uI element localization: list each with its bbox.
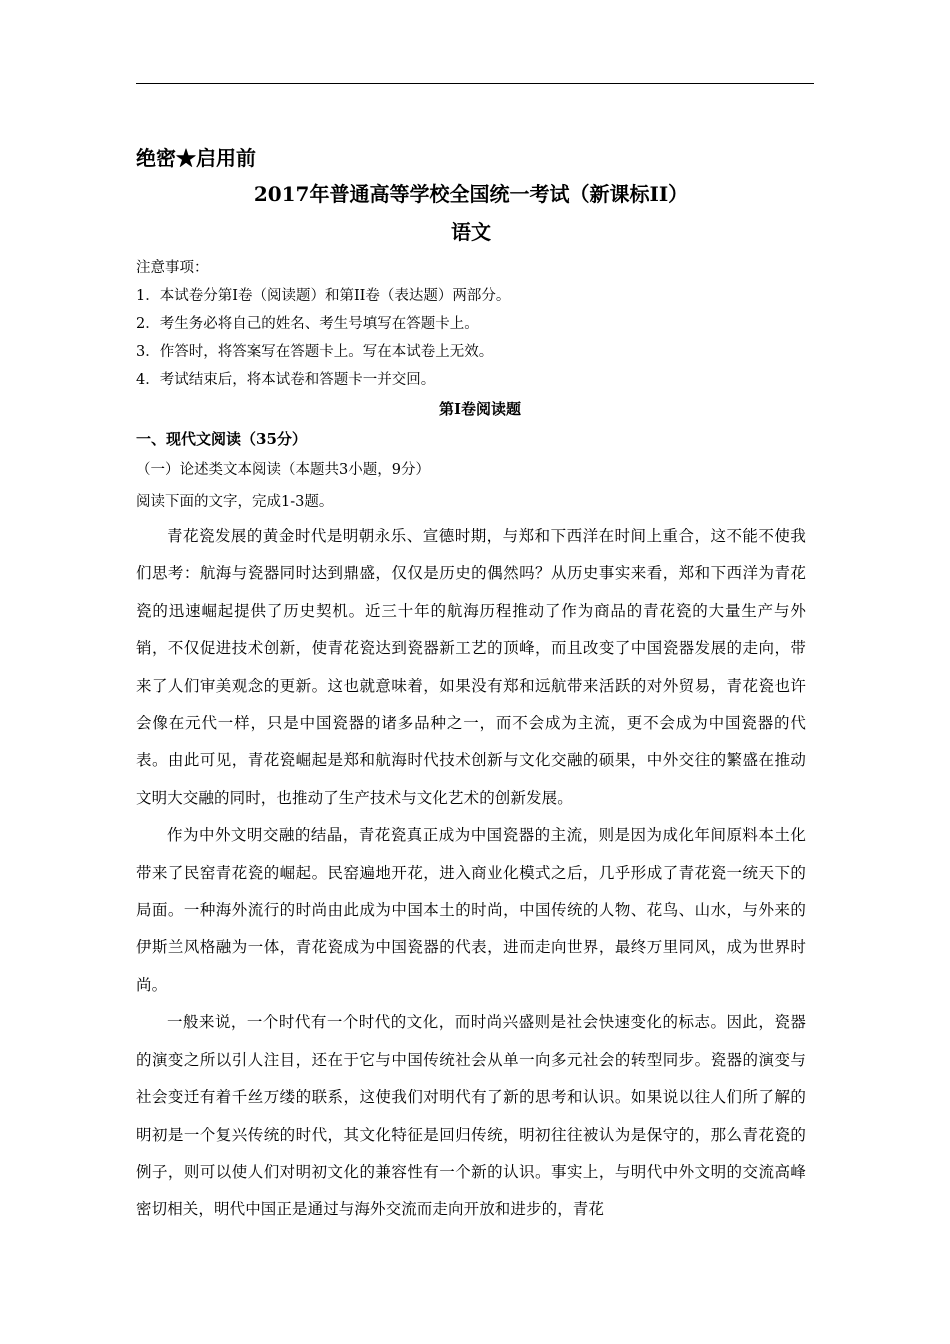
- document-body: [136, 140, 806, 1229]
- notes-block: [136, 254, 806, 394]
- top-rule: [136, 83, 814, 84]
- exam-title: 2017年普通高等学校全国统一考试（新课标II）: [253, 182, 689, 206]
- subject-title: 语文: [451, 220, 491, 244]
- passage-paragraph: 作为中外文明交融的结晶，青花瓷真正成为中国瓷器的主流，则是因为成化年间原料本土化带来了民窑青花瓷的崛起。民窑遍地开花，进入商业化模式之后，几乎形成了青花瓷一统天下的局面。一种海外流行的时尚由此成为中国本土的时尚，中国传统的人物、花鸟、山水，与外来的伊斯兰风格融为一体，青花瓷成为中国瓷器的代表，进而走向世界，最终万里同风，成为世界时尚。: [136, 826, 806, 994]
- notes-title: 注意事项：: [136, 260, 209, 276]
- volume-title: 第Ⅰ卷阅读题: [438, 400, 522, 418]
- secret-label: 绝密★启用前: [136, 146, 256, 170]
- note-item: 4．考试结束后，将本试卷和答题卡一并交回。: [136, 372, 436, 388]
- section-instruction: 阅读下面的文字，完成1-3题。: [136, 494, 334, 510]
- passage-paragraph: 一般来说，一个时代有一个时代的文化，而时尚兴盛则是社会快速变化的标志。因此，瓷器的演变之所以引人注目，还在于它与中国传统社会从单一向多元社会的转型同步。瓷器的演变与社会变迁有着千丝万缕的联系，这使我们对明代有了新的思考和认识。如果说以往人们所了解的明初是一个复兴传统的时代，其文化特征是回归传统，明初往往被认为是保守的，那么青花瓷的例子，则可以使人们对明初文化的兼容性有一个新的认识。事实上，与明代中外文明的交流高峰密切相关，明代中国正是通过与海外交流而走向开放和进步的，青花: [136, 1013, 806, 1219]
- passage-paragraph: 青花瓷发展的黄金时代是明朝永乐、宣德时期，与郑和下西洋在时间上重合，这不能不使我们思考：航海与瓷器同时达到鼎盛，仅仅是历史的偶然吗？从历史事实来看，郑和下西洋为青花瓷的迅速崛起提供了历史契机。近三十年的航海历程推动了作为商品的青花瓷的大量生产与外销，不仅促进技术创新，使青花瓷达到瓷器新工艺的顶峰，而且改变了中国瓷器发展的走向，带来了人们审美观念的更新。这也就意味着，如果没有郑和远航带来活跃的对外贸易，青花瓷也许会像在元代一样，只是中国瓷器的诸多品种之一，而不会成为主流，更不会成为中国瓷器的代表。由此可见，青花瓷崛起是郑和航海时代技术创新与文化交融的硕果，中外交往的繁盛在推动文明大交融的同时，也推动了生产技术与文化艺术的创新发展。: [136, 527, 806, 807]
- section-title: 一、现代文阅读（35分）: [136, 430, 307, 448]
- reading-passage: [136, 518, 806, 1229]
- note-item: 2．考生务必将自己的姓名、考生号填写在答题卡上。: [136, 316, 479, 332]
- section-subtitle: （一）论述类文本阅读（本题共3小题，9分）: [136, 462, 430, 478]
- note-item: 1．本试卷分第Ⅰ卷（阅读题）和第II卷（表达题）两部分。: [136, 288, 511, 304]
- note-item: 3．作答时，将答案写在答题卡上。写在本试卷上无效。: [136, 344, 494, 360]
